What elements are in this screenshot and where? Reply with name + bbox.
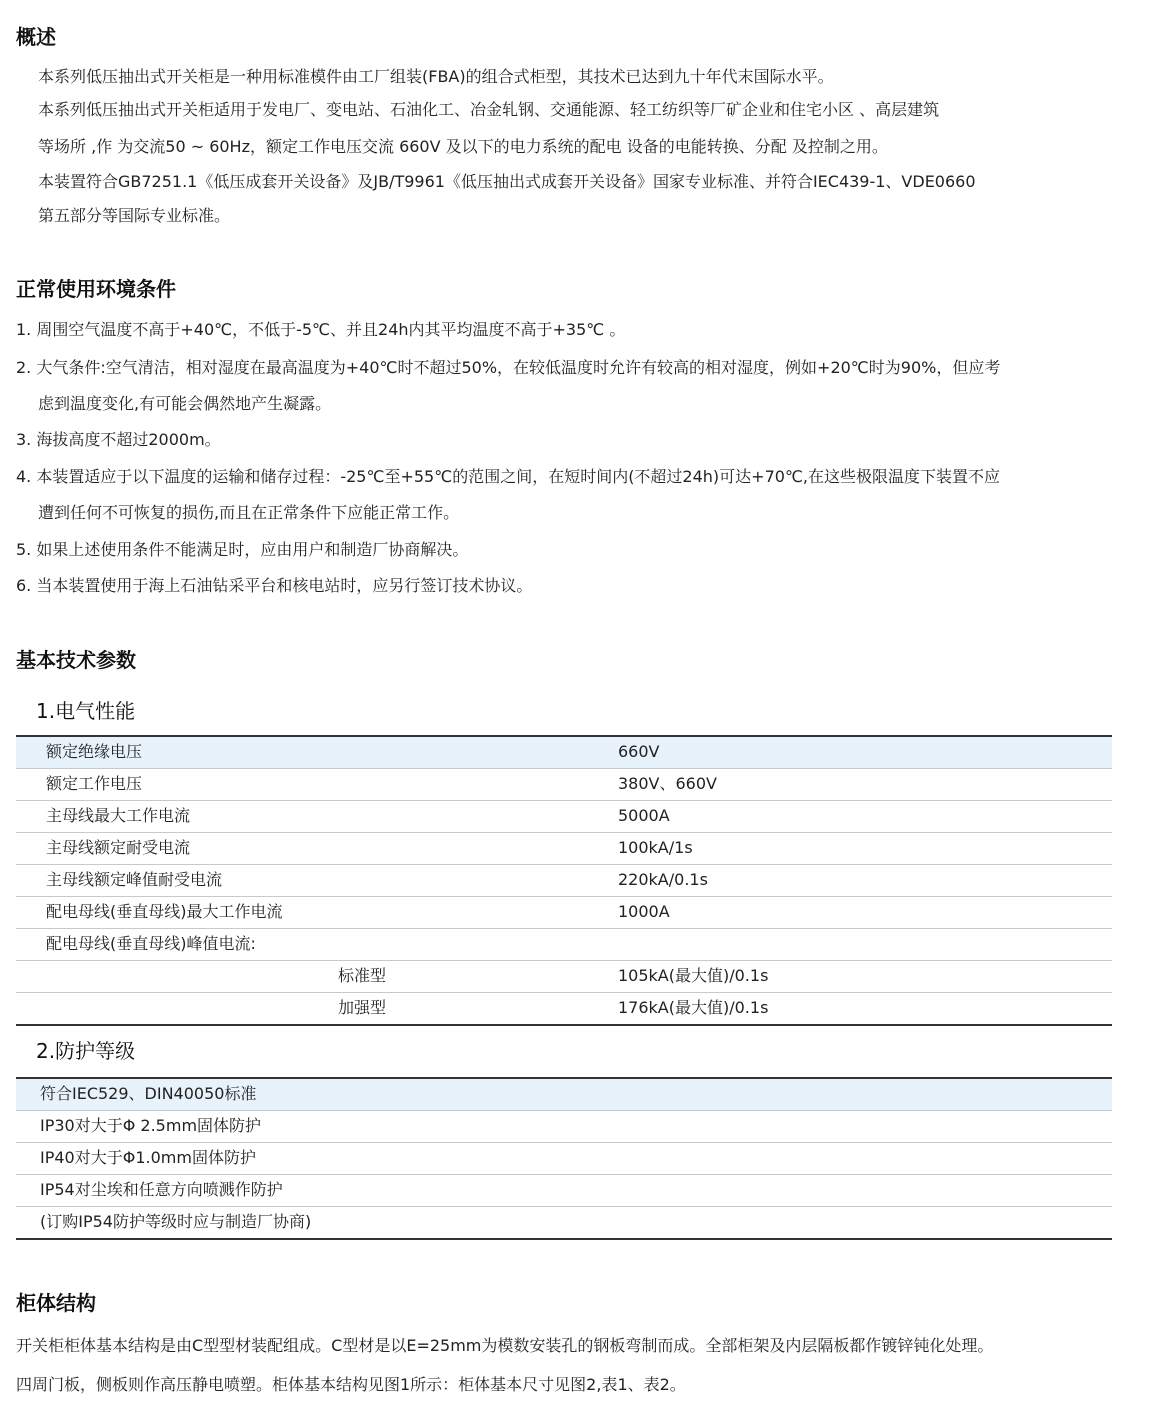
row-value: 660V xyxy=(618,742,660,761)
section-title-environment: 正常使用环境条件 xyxy=(16,277,176,301)
row-value: 105kA(最大值)/0.1s xyxy=(618,966,769,985)
row-label: 额定工作电压 xyxy=(46,774,143,793)
overview-line-2: 本系列低压抽出式开关柜适用于发电厂、变电站、石油化工、冶金轧钢、交通能源、轻工纺织等厂矿企业和住宅小区 、高层建筑 xyxy=(38,100,940,119)
table-row xyxy=(16,737,1112,769)
table-row xyxy=(16,833,1112,865)
table-row xyxy=(16,897,1112,929)
env-item-2-continued: 虑到温度变化,有可能会偶然地产生凝露。 xyxy=(38,394,332,413)
table-row xyxy=(16,801,1112,833)
subsection-title-protection: 2.防护等级 xyxy=(36,1039,136,1063)
env-item-4: 4. 本装置适应于以下温度的运输和储存过程：-25℃至+55℃的范围之间，在短时间内(不超过24h)可达+70℃,在这些极限温度下装置不应 xyxy=(16,467,1000,486)
cabinet-line-1: 开关柜柜体基本结构是由C型型材装配组成。C型材是以E=25mm为模数安装孔的钢板弯制而成。全部柜架及内层隔板都作镀锌钝化处理。 xyxy=(16,1336,994,1355)
row-label: 符合IEC529、DIN40050标准 xyxy=(40,1084,257,1103)
protection-table xyxy=(16,1077,1112,1240)
table-row xyxy=(16,865,1112,897)
row-label: 额定绝缘电压 xyxy=(46,742,143,761)
table-row xyxy=(16,1207,1112,1240)
table-row xyxy=(16,993,1112,1026)
overview-line-4: 本装置符合GB7251.1《低压成套开关设备》及JB/T9961《低压抽出式成套开关设备》国家专业标准、并符合IEC439-1、VDE0660 xyxy=(38,172,976,191)
env-item-6: 6. 当本装置使用于海上石油钻采平台和核电站时，应另行签订技术协议。 xyxy=(16,576,533,595)
row-value: 380V、660V xyxy=(618,774,717,793)
row-sub-label: 加强型 xyxy=(338,998,387,1017)
table-row xyxy=(16,1079,1112,1111)
table-row xyxy=(16,961,1112,993)
env-item-5: 5. 如果上述使用条件不能满足时，应由用户和制造厂协商解决。 xyxy=(16,540,469,559)
section-title-cabinet: 柜体结构 xyxy=(16,1291,96,1315)
env-item-4-continued: 遭到任何不可恢复的损伤,而且在正常条件下应能正常工作。 xyxy=(38,503,460,522)
env-item-3: 3. 海拔高度不超过2000m。 xyxy=(16,430,221,449)
table-row xyxy=(16,929,1112,961)
row-value: 176kA(最大值)/0.1s xyxy=(618,998,769,1017)
subsection-title-electrical: 1.电气性能 xyxy=(36,699,136,723)
electrical-table xyxy=(16,735,1112,1026)
row-value: 5000A xyxy=(618,806,670,825)
row-value: 1000A xyxy=(618,902,670,921)
cabinet-line-2: 四周门板，侧板则作高压静电喷塑。柜体基本结构见图1所示：柜体基本尺寸见图2,表1、表2。 xyxy=(16,1375,686,1394)
row-label: 配电母线(垂直母线)最大工作电流 xyxy=(46,902,283,921)
row-value: 220kA/0.1s xyxy=(618,870,708,889)
section-title-basic-params: 基本技术参数 xyxy=(16,648,136,672)
row-label: 主母线最大工作电流 xyxy=(46,806,191,825)
env-item-1: 1. 周围空气温度不高于+40℃，不低于-5℃、并且24h内其平均温度不高于+35℃ 。 xyxy=(16,320,626,339)
section-title-overview: 概述 xyxy=(16,25,56,49)
row-label: 主母线额定耐受电流 xyxy=(46,838,191,857)
overview-line-5: 第五部分等国际专业标准。 xyxy=(38,206,231,225)
row-label: IP30对大于Φ 2.5mm固体防护 xyxy=(40,1116,262,1135)
row-value: 100kA/1s xyxy=(618,838,693,857)
env-item-2: 2. 大气条件:空气清洁，相对湿度在最高温度为+40℃时不超过50%，在较低温度时允许有较高的相对湿度，例如+20℃时为90%，但应考 xyxy=(16,358,1001,377)
table-row xyxy=(16,1111,1112,1143)
table-row xyxy=(16,769,1112,801)
table-row xyxy=(16,1143,1112,1175)
row-label: 配电母线(垂直母线)峰值电流: xyxy=(46,934,256,953)
row-label: (订购IP54防护等级时应与制造厂协商) xyxy=(40,1212,312,1231)
row-label: 主母线额定峰值耐受电流 xyxy=(46,870,223,889)
overview-line-1: 本系列低压抽出式开关柜是一种用标准模件由工厂组装(FBA)的组合式柜型，其技术已达到九十年代末国际水平。 xyxy=(38,67,834,86)
row-label: IP40对大于Φ1.0mm固体防护 xyxy=(40,1148,256,1167)
overview-line-3: 等场所 ,作 为交流50 ~ 60Hz，额定工作电压交流 660V 及以下的电力系统的配电 设备的电能转换、分配 及控制之用。 xyxy=(38,137,888,156)
row-sub-label: 标准型 xyxy=(338,966,387,985)
row-label: IP54对尘埃和任意方向喷溅作防护 xyxy=(40,1180,283,1199)
table-row xyxy=(16,1175,1112,1207)
